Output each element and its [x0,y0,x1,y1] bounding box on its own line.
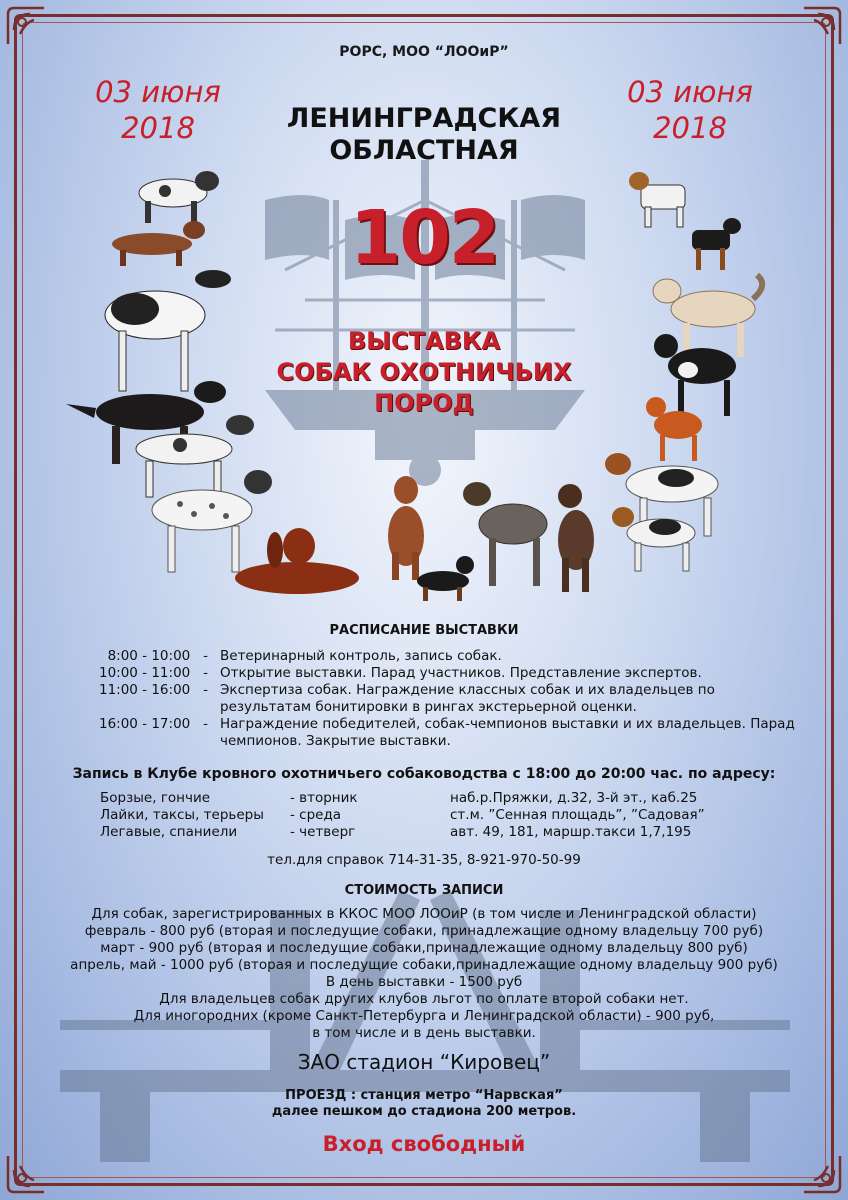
corner-ornament [4,4,48,48]
corner-ornament [800,1152,844,1196]
venue: ЗАО стадион “Кировец” [297,1050,551,1074]
schedule-row: 10:00 - 11:00 - Открытие выставки. Парад участников. Представление экспертов. [98,665,702,681]
date-right: 03 июня 2018 [627,75,753,145]
schedule-row: 16:00 - 17:00 - Награждение победителей, собак-чемпионов выставки и их владельцев. Парад чемпионов. Закрытие выставки. [98,716,795,749]
route-info: ПРОЕЗД : станция метро “Нарвская” далее пешком до стадиона 200 метров. [271,1088,577,1119]
pricing-heading: СТОИМОСТЬ ЗАПИСИ [344,883,504,898]
registration-heading: Запись в Клубе кровного охотничьего собаководства с 18:00 до 20:00 час. по адресу: [72,766,776,782]
corner-ornament [800,4,844,48]
organizers: РОРС, МОО “ЛООиР” [339,44,509,60]
registration-row: Борзые, гончие - вторник наб.р.Пряжки, д.32, 3-й эт., каб.25 [100,790,698,806]
dog-beagle-image [605,495,710,575]
schedule-row: 11:00 - 16:00 - Экспертиза собак. Награждение классных собак и их владельцев по результатам бонитировки в рингах экстерьерной оценки. [98,682,715,715]
schedule-heading: РАСПИСАНИЕ ВЫСТАВКИ [329,623,519,638]
schedule-row: 8:00 - 10:00 - Ветеринарный контроль, запись собак. [107,648,502,664]
registration-table [100,790,800,841]
event-subtitle: ВЫСТАВКА СОБАК ОХОТНИЧЬИХ ПОРОД [276,327,572,417]
event-title: ЛЕНИНГРАДСКАЯ ОБЛАСТНАЯ [286,103,562,166]
corner-ornament [4,1152,48,1196]
event-number: 102 [349,195,499,281]
free-entry: Вход свободный [322,1132,526,1156]
registration-row: Легавые, спаниели - четверг авт. 49, 181, маршр.такси 1,7,195 [100,824,692,840]
dog-irish-setter-lying-image [215,520,375,605]
schedule-list [60,648,800,750]
registration-row: Лайки, таксы, терьеры - среда ст.м. ”Сенная площадь”, ”Садовая” [100,807,705,823]
pricing-text: Для собак, зарегистрированных в ККОС МОО ЛООиР (в том числе и Ленинградской области) февраль - 800 руб (вторая и последущие собаки, принадлежащие одному владельцу 700 руб) март - 900 руб (вторая и последущие собаки,принадлежащие одному владельцу 800 руб) апрель, май - 1000 руб (вторая и последущие собаки,принадлежащие одному владельцу 900 руб) В день выставки - 1500 руб Для владельцев собак других клубов льгот по оплате второй собаки нет. Для иногородних (кроме Санкт-Петербурга и Ленинградской области) - 900 руб, в том числе и в день выставки. [70,906,778,1041]
date-left: 03 июня 2018 [95,75,221,145]
phone-info: тел.для справок 714-31-35, 8-921-970-50-99 [267,852,581,868]
